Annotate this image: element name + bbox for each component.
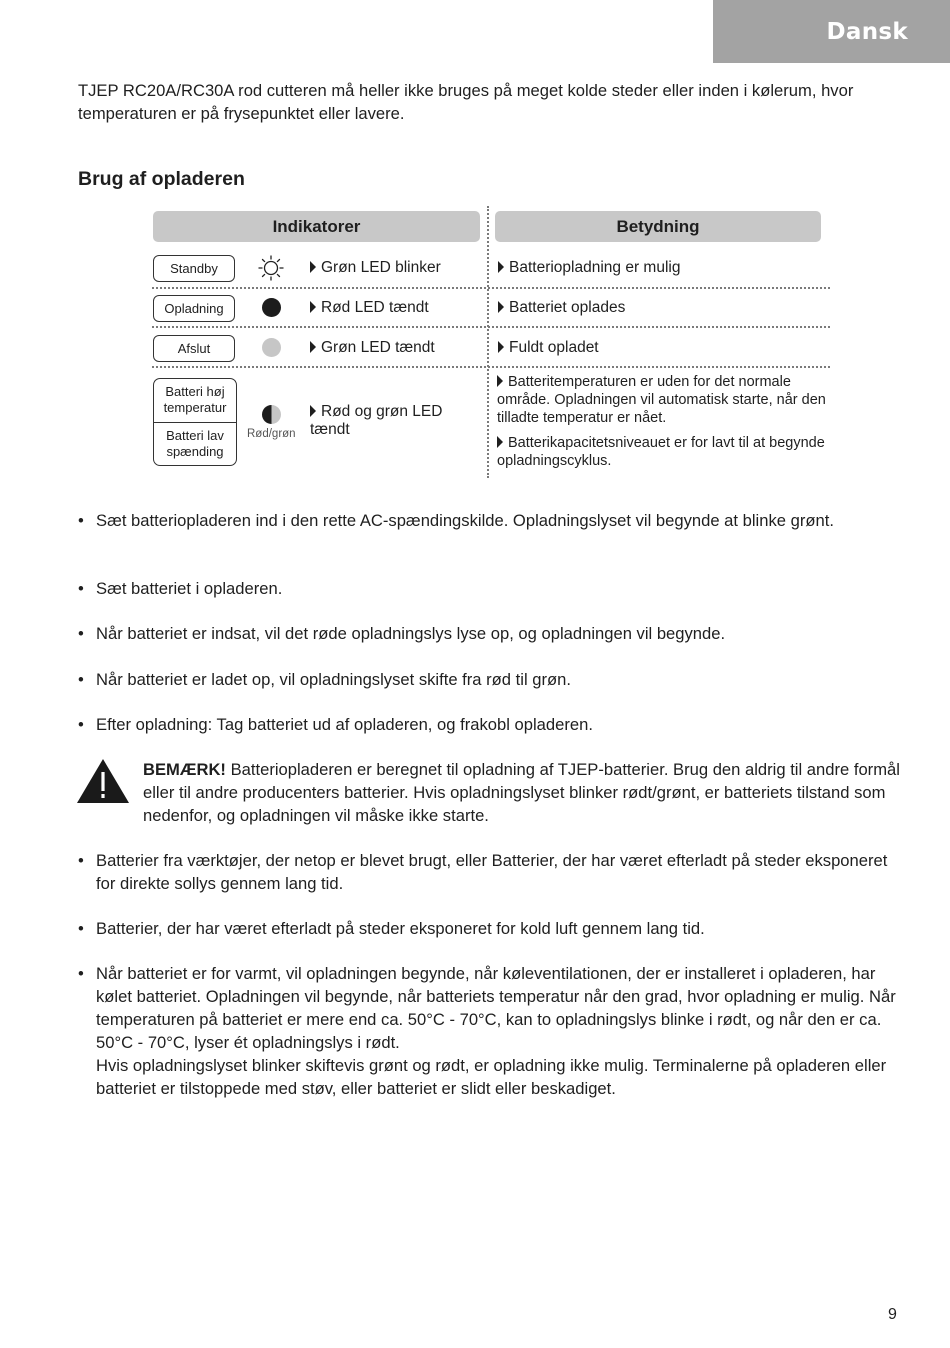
section-title: Brug af opladeren [78,168,245,190]
triangle-bullet-icon [310,405,316,417]
meaning-label: Batteritemperaturen er uden for det normale område. Opladningen vil automatisk starte, når den tilladte temperatur er nået. [497,374,826,426]
state-fault [153,378,237,466]
indicator-label: Rød og grøn LED tændt [310,403,443,438]
solid-grey-led-icon [262,338,281,357]
list-item [78,577,898,600]
half-led-icon [262,405,281,424]
row-divider [152,287,830,289]
meaning-text [497,373,827,427]
note-label: BEMÆRK! [143,760,226,779]
meaning-label: Batteriopladning er mulig [509,259,681,276]
bullet-icon: • [78,964,84,983]
list-item [78,668,898,691]
list-item-text: Når batteriet er for varmt, vil opladningen begynde, når køleventilationen, der er installeret i opladeren, har kølet batteriet. Opladningen vil begynde, når batteriets temperatur når den grad, hvor opladning er mulig. Når temperaturen på batteriet er mere end ca. 50°C - 70°C, kan to opladningslys blinke i rødt, og når den er ca. 50°C - 70°C, lyser ét opladningslys i rødt. [96,964,896,1052]
list-item [78,849,898,895]
indicator-text [310,259,441,277]
bullet-icon: • [78,919,84,938]
meaning-text [498,339,599,357]
list-item-text: Sæt batteriopladeren ind i den rette AC-spændingskilde. Opladningslyset vil begynde at blinke grønt. [96,511,834,530]
list-item-text: Når batteriet er ladet op, vil opladningslyset skifte fra rød til grøn. [96,670,571,689]
state-finished: Afslut [153,335,235,362]
state-low-voltage: Batteri lav spænding [154,422,236,466]
list-item-text: Når batteriet er indsat, vil det røde opladningslys lyse op, og opladningen vil begynde. [96,624,726,643]
state-high-temperature: Batteri høj temperatur [163,384,227,416]
list-item-text: Efter opladning: Tag batteriet ud af opladeren, og frakobl opladeren. [96,715,593,734]
indicator-text [310,299,429,317]
header-indicators: Indikatorer [153,211,480,242]
triangle-bullet-icon [310,301,316,313]
bullet-icon: • [78,715,84,734]
meaning-label: Fuldt opladet [509,339,599,356]
meaning-label: Batteriet oplades [509,299,626,316]
indicator-label: Grøn LED blinker [321,259,441,276]
triangle-bullet-icon [498,301,504,313]
triangle-bullet-icon [310,261,316,273]
note-text: Batteriopladeren er beregnet til opladning af TJEP-batterier. Brug den aldrig til andre formål eller til andre producenters batterier. Hvis opladningslyset blinker rødt/grønt, er batteriets tilstand som nedenfor, og opladningen vil måske ikke starte. [143,760,900,825]
row-divider [152,326,830,328]
list-item [78,917,898,940]
list-item [78,622,898,645]
sun-blink-icon [258,255,284,281]
triangle-bullet-icon [498,261,504,273]
triangle-bullet-icon [310,341,316,353]
meaning-text [497,434,827,470]
page-number: 9 [888,1306,897,1323]
list-item-text: Hvis opladningslyset blinker skiftevis grønt og rødt, er opladning ikke mulig. Terminalerne på opladeren eller batteriet er tilstoppede med støv, eller batteriet er slidt eller beskadiget. [96,1056,887,1098]
list-item [78,713,898,736]
bullet-icon: • [78,624,84,643]
meaning-text [498,299,625,317]
indicator-label: Grøn LED tændt [321,339,435,356]
meaning-text [498,259,680,277]
list-item-text: Batterier fra værktøjer, der netop er blevet brugt, eller Batterier, der har været efterladt på steder eksponeret for direkte sollys gennem lang tid. [96,851,888,893]
bullet-icon: • [78,511,84,530]
bullet-icon: • [78,851,84,870]
warning-note [143,758,903,827]
list-item [78,509,898,532]
indicator-label: Rød LED tændt [321,299,429,316]
intro-paragraph: TJEP RC20A/RC30A rod cutteren må heller ikke bruges på meget kolde steder eller inden i kølerum, hvor temperaturen er på frysepunktet eller lavere. [78,81,854,123]
bullet-icon: • [78,579,84,598]
led-color-label: Rød/grøn [247,428,296,440]
triangle-bullet-icon [497,375,503,387]
triangle-bullet-icon [498,341,504,353]
state-standby: Standby [153,255,235,282]
row-divider [152,366,830,368]
solid-dark-led-icon [262,298,281,317]
header-meaning: Betydning [495,211,821,242]
triangle-bullet-icon [497,436,503,448]
bullet-icon: • [78,670,84,689]
warning-icon [76,758,130,804]
meaning-label: Batterikapacitetsniveauet er for lavt til at begynde opladningscyklus. [497,435,825,469]
language-tab: Dansk [713,0,950,63]
column-divider [487,206,489,478]
indicator-text [310,339,435,357]
list-item-text: Batterier, der har været efterladt på steder eksponeret for kold luft gennem lang tid. [96,919,705,938]
indicator-text [310,403,470,439]
list-item-text: Sæt batteriet i opladeren. [96,579,283,598]
indicator-table [0,0,950,490]
list-item [78,962,898,1100]
state-charging: Opladning [153,295,235,322]
